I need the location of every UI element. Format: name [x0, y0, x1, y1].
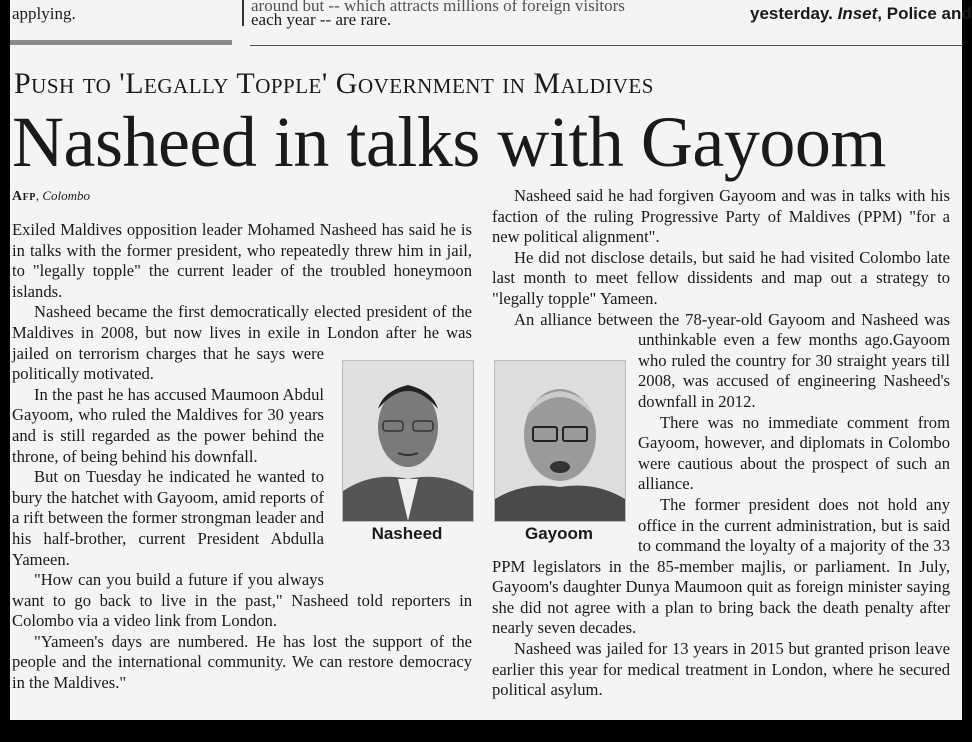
section-rule	[10, 40, 232, 45]
photo-block	[338, 356, 636, 543]
paragraph: But on Tuesday he indicated he wanted to bury the hatchet with Gayoom, amid reports of a rift between the former strongman leader and his half-brother, current President Abdulla Yameen.	[12, 467, 324, 569]
paragraph: The former president does not hold any office in the current administration, but is said to command the loyalty of a majority of the 33 PPM legislators in the 85-member majlis, or parliament. In July, Gayoom's daughter Dunya Maumoon quit as foreign minister saying she did not agree with a plan to bring back the death penalty after nearly seven decades.	[492, 494, 950, 638]
photo-caption: Gayoom	[524, 524, 594, 543]
cut-off-line: around but -- which attracts millions of foreign visitors	[251, 0, 625, 15]
paragraph: He did not disclose details, but said he had visited Colombo late last month to meet fellow dissidents and map out a strategy to "legally topple" Yameen.	[492, 247, 950, 308]
paragraph: In the past he has accused Maumoon Abdul Gayoom, who ruled the Maldives for 30 years and is still regarded as the power behind the throne, of being behind his downfall.	[12, 384, 324, 466]
paragraph: An alliance between the 78-year-old Gayoom and Nasheed was unthinkable even a few months ago. Gayoom who ruled the country for 30 straight years till 2008, was accused of engineering Nasheed's downfall in 2012.	[514, 309, 950, 411]
column-divider	[242, 0, 244, 26]
previous-story-fragment-middle	[251, 0, 625, 30]
headline-kicker: Push to 'Legally Topple' Government in Maldives	[14, 67, 654, 100]
previous-caption-fragment: yesterday. Inset, Police and	[750, 4, 972, 23]
newspaper-page	[10, 0, 972, 720]
paragraph: There was no immediate comment from Gayoom, however, and diplomats in Colombo were cautious about the prospect of such an alliance.	[638, 412, 950, 494]
paragraph: Nasheed was jailed for 13 years in 2015 but granted prison leave earlier this year for medical treatment in London, where he secured political asylum.	[492, 639, 950, 700]
byline: Afp, Colombo	[12, 188, 90, 204]
byline-agency: Afp	[12, 189, 36, 204]
paragraph: "How can you build a future if you always want to go back to live in the past," Nasheed told reporters in Colombo via a video link from London.	[12, 570, 472, 631]
paragraph: "Yameen's days are numbered. He has lost the support of the people and the international community. We can restore democracy in the Maldives."	[12, 631, 472, 693]
paragraph: Exiled Maldives opposition leader Mohamed Nasheed has said he is in talks with the former president, who repeatedly threw him in jail, to "legally topple" the current leader of the troubled honeymoon islands.	[12, 220, 472, 301]
paragraph: Nasheed became the first democratically elected president of the Maldives in 2008, but now lives in exile in London after he was jailed on terrorism charges that he says were politically motivated.	[12, 302, 472, 384]
photo-gayoom	[494, 360, 626, 522]
previous-story-line: each year -- are rare.	[251, 10, 392, 29]
previous-story-fragment-left: applying.	[12, 4, 76, 23]
paragraph: Nasheed said he had forgiven Gayoom and was in talks with his faction of the ruling Progressive Party of Maldives (PPM) "for a new political alignment".	[492, 186, 950, 247]
byline-dateline: Colombo	[42, 188, 90, 203]
headline: Nasheed in talks with Gayoom	[12, 102, 886, 182]
photo-caption: Nasheed	[371, 524, 443, 543]
photo-nasheed	[342, 360, 474, 522]
divider-line	[250, 45, 962, 46]
